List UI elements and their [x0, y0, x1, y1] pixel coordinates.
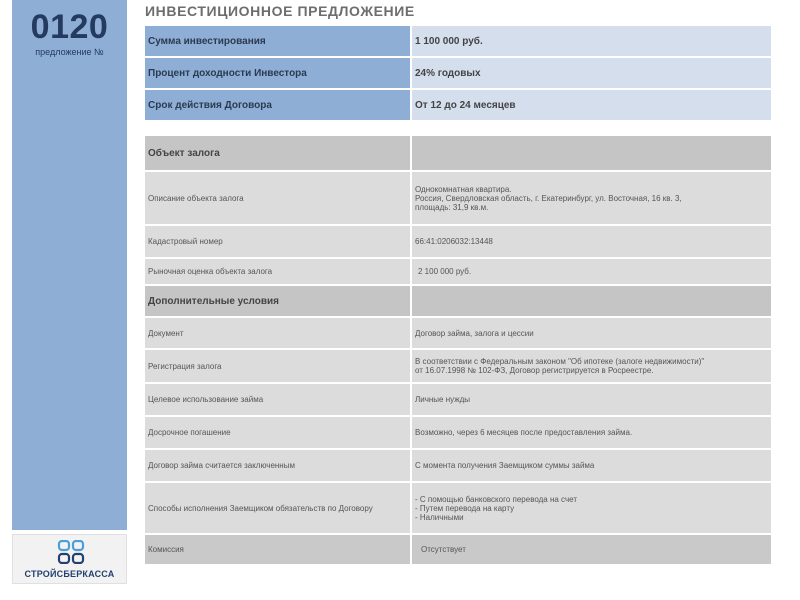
offer-number: 0120	[30, 8, 109, 46]
condition-row	[145, 384, 771, 415]
condition-row-label: Способы исполнения Заемщиком обязательств по Договору	[145, 483, 410, 533]
offer-number-label: предложение №	[35, 47, 104, 57]
condition-row-value: Договор займа, залога и цессии	[410, 318, 771, 348]
details-table	[145, 134, 771, 566]
collateral-header-row-value	[410, 136, 771, 170]
condition-row-value: Отсутствует	[410, 535, 771, 564]
collateral-row-value: 66:41:0206032:13448	[410, 226, 771, 257]
condition-row-label: Документ	[145, 318, 410, 348]
conditions-header-row	[145, 286, 771, 316]
summary-row-label: Процент доходности Инвестора	[145, 58, 410, 88]
summary-row-label: Срок действия Договора	[145, 90, 410, 120]
summary-row	[145, 58, 771, 88]
sidebar	[12, 0, 127, 530]
collateral-row	[145, 259, 771, 284]
summary-table	[145, 24, 771, 122]
condition-row	[145, 450, 771, 481]
collateral-row-label: Кадастровый номер	[145, 226, 410, 257]
collateral-header-row-label: Объект залога	[145, 136, 410, 170]
summary-row-value: 1 100 000 руб.	[410, 26, 771, 56]
collateral-row-value: 2 100 000 руб.	[410, 259, 771, 284]
condition-row	[145, 535, 771, 564]
company-logo	[12, 534, 127, 584]
condition-row-label: Комиссия	[145, 535, 410, 564]
condition-row-label: Регистрация залога	[145, 350, 410, 382]
summary-row	[145, 26, 771, 56]
condition-row-value: Личные нужды	[410, 384, 771, 415]
condition-row-label: Досрочное погашение	[145, 417, 410, 448]
condition-row-value: В соответствии с Федеральным законом "Об ипотеке (залоге недвижимости)" от 16.07.1998 № 102-ФЗ, Договор регистрируется в Росреестре.	[410, 350, 771, 382]
collateral-row-value: Однокомнатная квартира. Россия, Свердловская область, г. Екатеринбург, ул. Восточная, 16 кв. 3, площадь: 31,9 кв.м.	[410, 172, 771, 224]
summary-row-value: От 12 до 24 месяцев	[410, 90, 771, 120]
stroyberkassa-logo-icon	[57, 540, 85, 564]
condition-row	[145, 350, 771, 382]
logo-text: СТРОЙСБЕРКАССА	[24, 569, 115, 579]
collateral-row	[145, 172, 771, 224]
page-title: ИНВЕСТИЦИОННОЕ ПРЕДЛОЖЕНИЕ	[145, 3, 415, 19]
summary-row-label: Сумма инвестирования	[145, 26, 410, 56]
summary-row-value: 24% годовых	[410, 58, 771, 88]
conditions-header-row-value	[410, 286, 771, 316]
condition-row-value: С момента получения Заемщиком суммы займа	[410, 450, 771, 481]
collateral-row	[145, 226, 771, 257]
summary-row	[145, 90, 771, 120]
condition-row-value: - С помощью банковского перевода на счет - Путем перевода на карту - Наличными	[410, 483, 771, 533]
collateral-row-label: Описание объекта залога	[145, 172, 410, 224]
condition-row-label: Договор займа считается заключенным	[145, 450, 410, 481]
condition-row-label: Целевое использование займа	[145, 384, 410, 415]
condition-row-value: Возможно, через 6 месяцев после предоставления займа.	[410, 417, 771, 448]
collateral-header-row	[145, 136, 771, 170]
condition-row	[145, 318, 771, 348]
condition-row	[145, 417, 771, 448]
conditions-header-row-label: Дополнительные условия	[145, 286, 410, 316]
collateral-row-label: Рыночная оценка объекта залога	[145, 259, 410, 284]
condition-row	[145, 483, 771, 533]
